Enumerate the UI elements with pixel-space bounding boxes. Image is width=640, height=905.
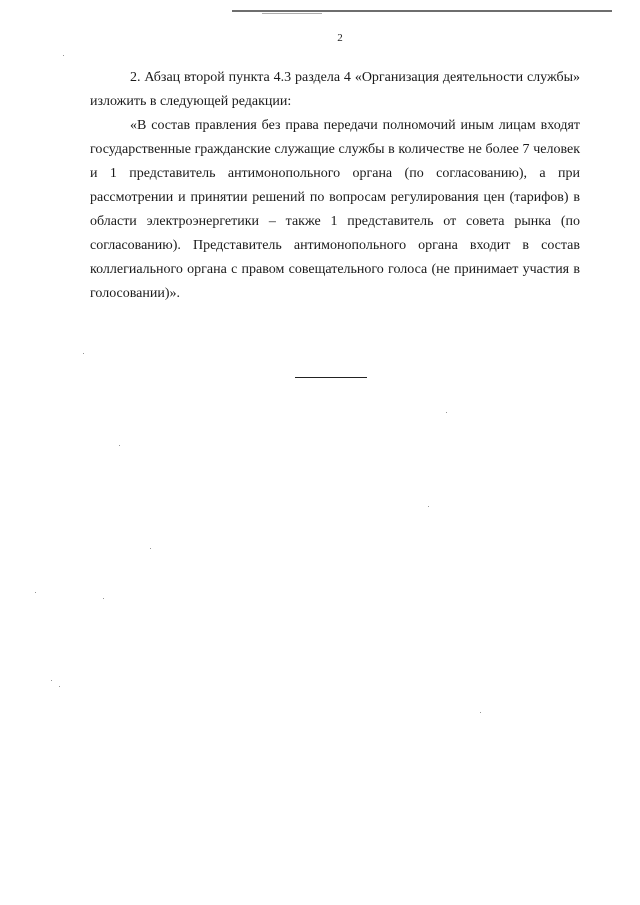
scan-speck	[150, 548, 151, 549]
scan-speck	[63, 55, 64, 56]
scan-speck	[119, 445, 120, 446]
scan-speck	[103, 598, 104, 599]
scan-speck	[35, 592, 36, 593]
scan-artifact-line-short	[262, 13, 322, 14]
document-body	[90, 66, 580, 306]
scan-speck	[480, 712, 481, 713]
scan-speck	[59, 686, 60, 687]
paragraph-amendment-intro: 2. Абзац второй пункта 4.3 раздела 4 «Организация деятельности службы» изложить в следующей редакции:	[90, 70, 580, 109]
page-number: 2	[337, 32, 343, 44]
scan-speck	[428, 506, 429, 507]
scan-speck	[51, 680, 52, 681]
scan-artifact-line	[232, 10, 612, 12]
scan-speck	[83, 353, 84, 354]
end-separator-line	[295, 377, 367, 378]
paragraph-amendment-text: «В состав правления без права передачи полномочий иным лицам входят государственные гражданские служащие службы в количестве не более 7 человек и 1 представитель антимонопольного органа (по согласованию), а при рассмотрении и принятии решений по вопросам регулирования цен (тарифов) в области электроэнергетики – также 1 представитель от совета рынка (по согласованию). Представитель антимонопольного органа входит в состав коллегиального органа с правом совещательного голоса (не принимает участия в голосовании)».	[90, 118, 580, 301]
scan-speck	[446, 412, 447, 413]
